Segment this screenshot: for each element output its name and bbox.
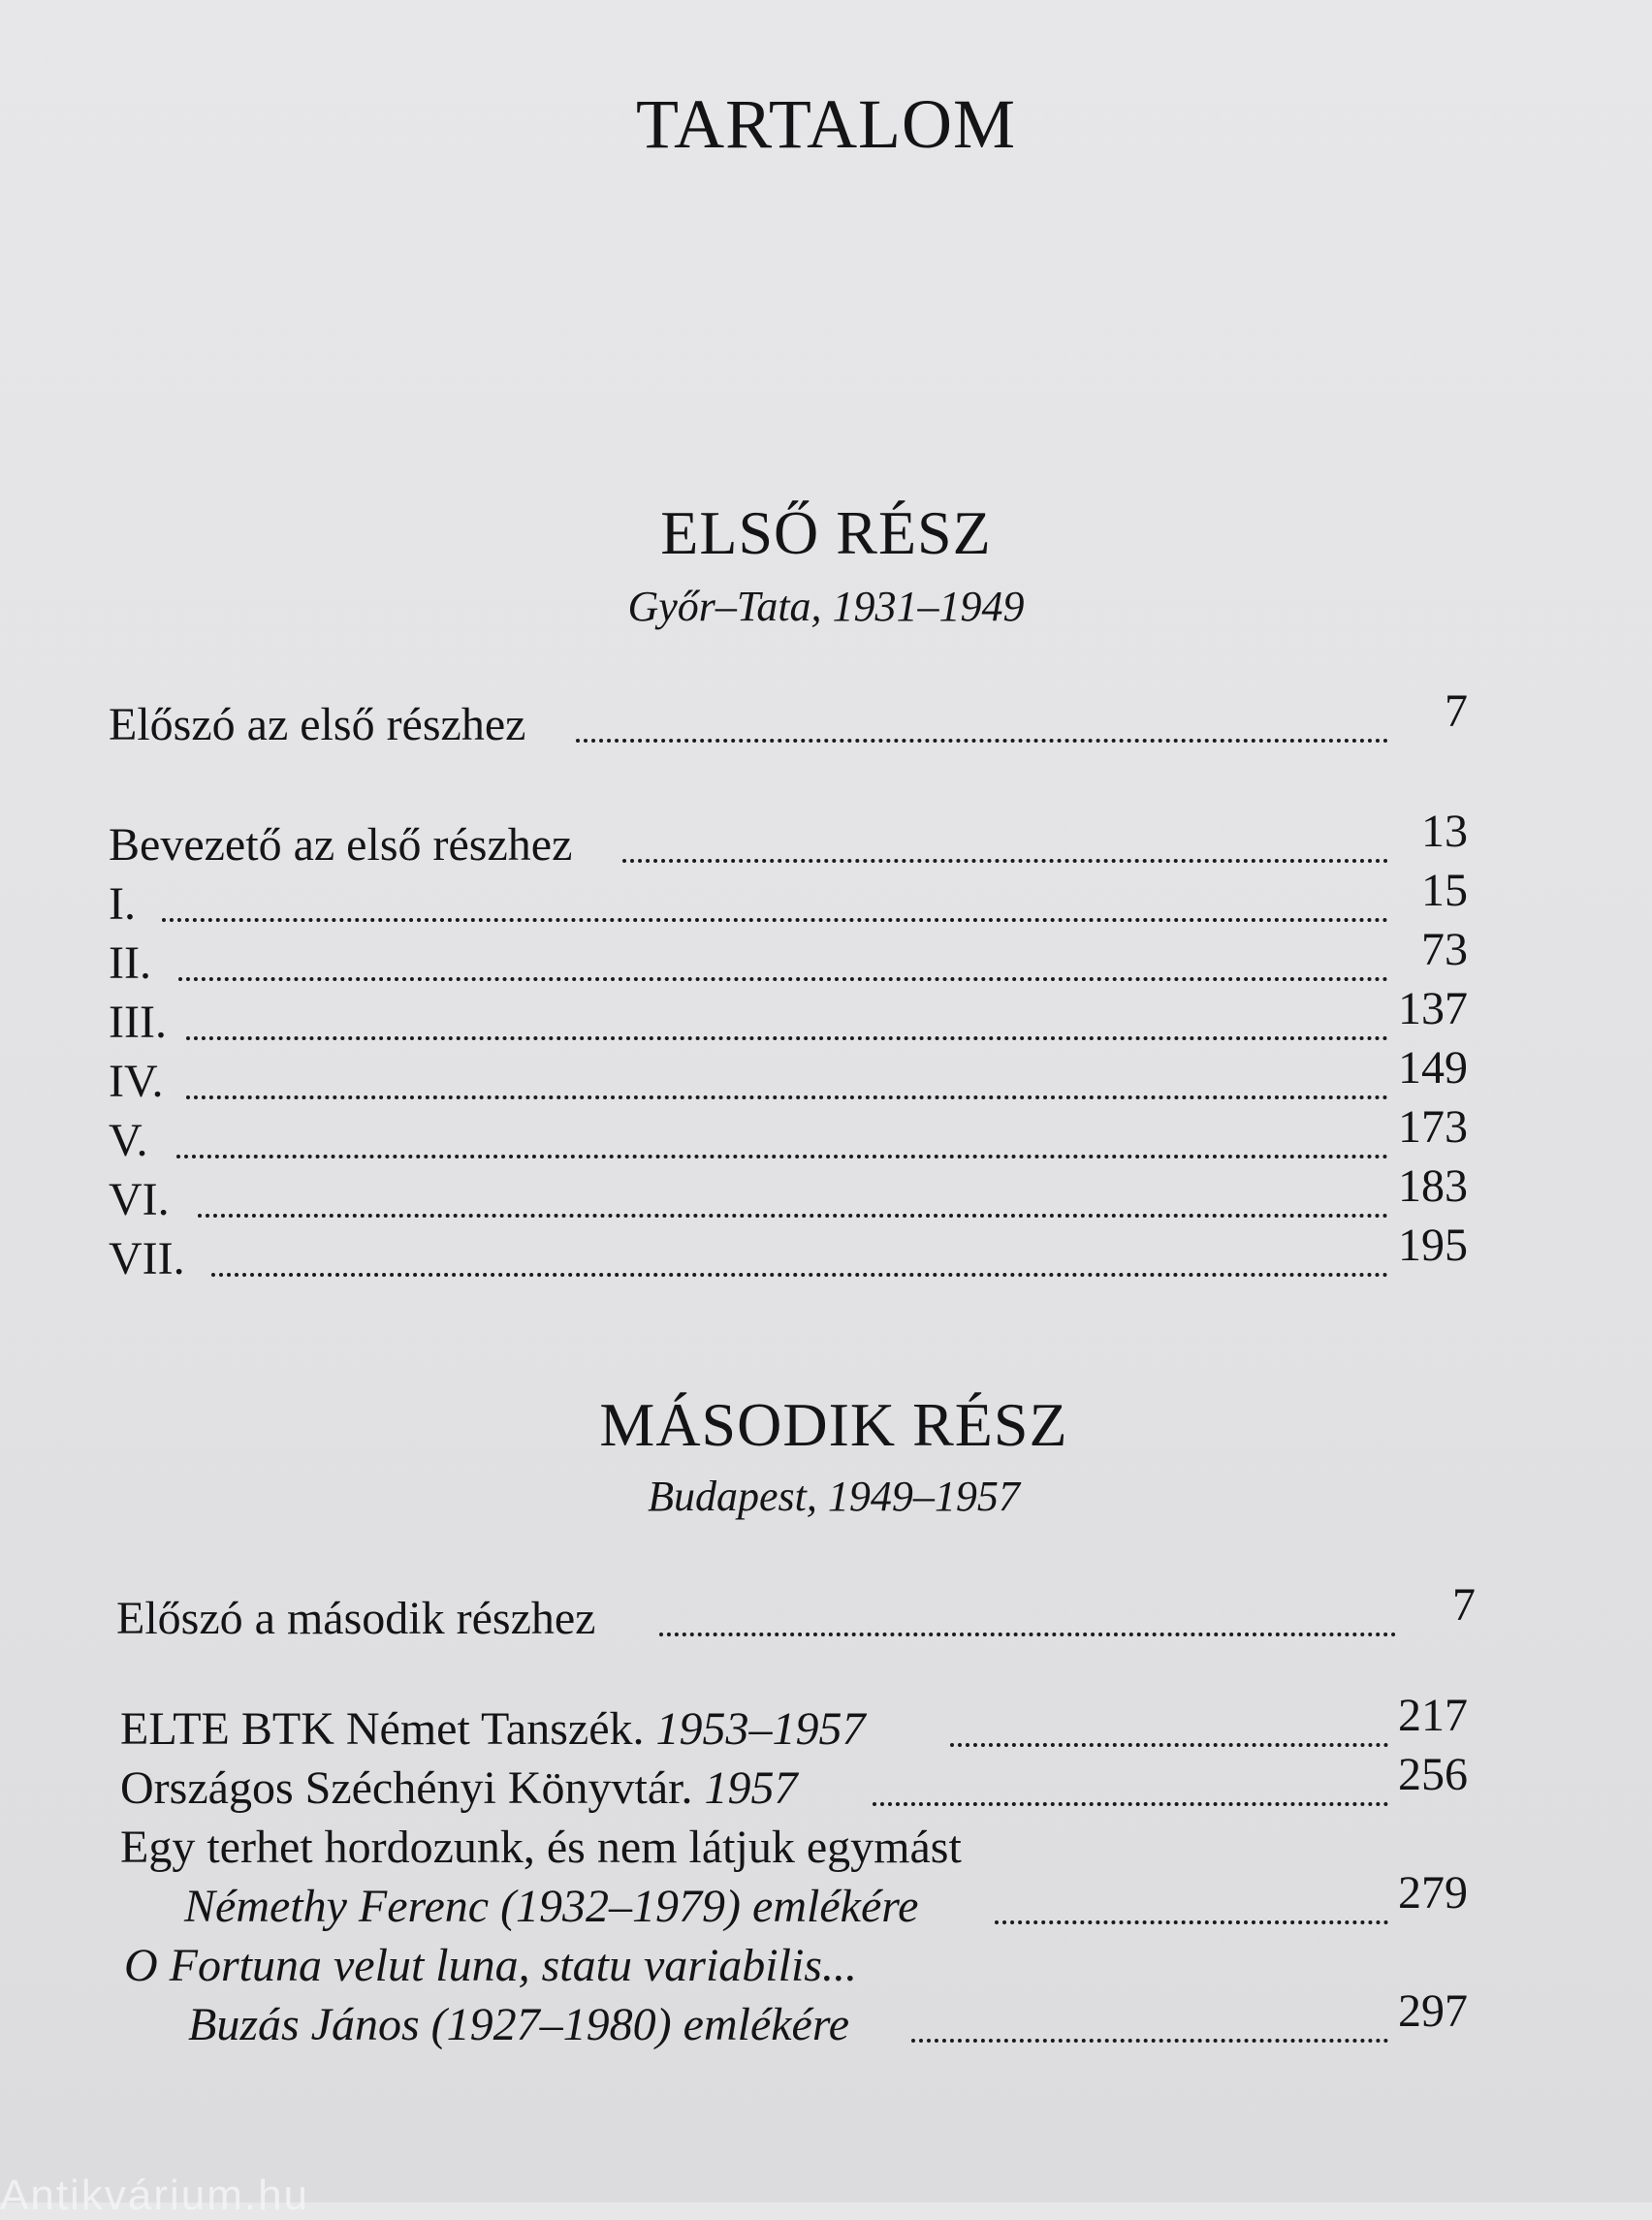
entry-label-text: Országos Széchényi Könyvtár.: [120, 1762, 693, 1814]
entry-label: Előszó a második részhez: [116, 1593, 596, 1644]
dot-leader: [198, 1214, 1388, 1218]
entry-label: Buzás János (1927–1980) emlékére: [188, 1999, 850, 2050]
toc-entry: [109, 806, 1468, 874]
entry-page: 183: [1398, 1160, 1468, 1212]
entry-page: 13: [1421, 806, 1468, 857]
dot-leader: [622, 859, 1388, 863]
entry-page: 149: [1398, 1042, 1468, 1094]
entry-page: 297: [1398, 1985, 1468, 2037]
entry-label: III.: [109, 997, 167, 1048]
toc-entry: [116, 1579, 1476, 1648]
entry-label: Némethy Ferenc (1932–1979) emlékére: [184, 1881, 919, 1932]
entry-label-dates: 1953–1957: [655, 1703, 866, 1755]
toc-entry: [109, 1042, 1468, 1111]
entry-label: [120, 1700, 866, 1759]
entry-page: 173: [1398, 1101, 1468, 1153]
entry-page: 195: [1398, 1220, 1468, 1271]
dot-leader: [873, 1802, 1388, 1806]
entry-page: 137: [1398, 983, 1468, 1034]
dot-leader: [162, 918, 1388, 922]
dot-leader: [211, 1273, 1388, 1277]
entry-label: VI.: [109, 1174, 170, 1225]
toc-title: TARTALOM: [635, 85, 1017, 163]
entry-label: Előszó az első részhez: [109, 699, 526, 750]
toc-entry: [109, 1160, 1468, 1229]
toc-entry: [109, 865, 1468, 934]
dot-leader: [950, 1743, 1388, 1747]
part1-title: ELSŐ RÉSZ: [660, 498, 992, 567]
toc-entry: [109, 1101, 1468, 1170]
entry-label: V.: [109, 1115, 148, 1166]
entry-label: [120, 1760, 798, 1818]
part1-subtitle: Győr–Tata, 1931–1949: [627, 583, 1025, 630]
dot-leader: [659, 1633, 1396, 1636]
toc-entry: [109, 685, 1468, 754]
dot-leader: [995, 1920, 1388, 1924]
entry-label: Bevezető az első részhez: [109, 819, 573, 871]
watermark: Antikvárium.hu: [0, 2172, 310, 2219]
toc-entry: [109, 1220, 1468, 1288]
entry-title-line: Egy terhet hordozunk, és nem látjuk egymást: [120, 1822, 962, 1873]
toc-entry: [109, 924, 1468, 993]
dot-leader: [576, 739, 1388, 743]
entry-label-text: ELTE BTK Német Tanszék.: [120, 1703, 645, 1755]
entry-page: 7: [1445, 685, 1468, 737]
part2-subtitle: Budapest, 1949–1957: [648, 1473, 1020, 1520]
toc-entry: [188, 1985, 1468, 2054]
dot-leader: [911, 2039, 1388, 2043]
entry-page: 217: [1398, 1690, 1468, 1741]
entry-page: 73: [1421, 924, 1468, 975]
entry-page: 7: [1452, 1579, 1476, 1631]
entry-label-dates: 1957: [704, 1762, 798, 1814]
toc-entry: [109, 983, 1468, 1052]
entry-label: IV.: [109, 1056, 164, 1107]
toc-entry: [120, 1690, 1468, 1759]
toc-entry: [120, 1749, 1468, 1818]
dot-leader: [186, 1095, 1388, 1099]
entry-page: 256: [1398, 1749, 1468, 1800]
entry-page: 15: [1421, 865, 1468, 916]
dot-leader: [186, 1036, 1388, 1040]
entry-label: II.: [109, 937, 151, 989]
part2-title: MÁSODIK RÉSZ: [599, 1390, 1068, 1459]
dot-leader: [176, 1155, 1388, 1158]
entry-page: 279: [1398, 1867, 1468, 1919]
entry-label: I.: [109, 878, 136, 930]
toc-entry: [184, 1867, 1468, 1936]
entry-label: VII.: [109, 1233, 185, 1284]
dot-leader: [178, 977, 1388, 981]
entry-title-line: O Fortuna velut luna, statu variabilis...: [124, 1940, 857, 1991]
